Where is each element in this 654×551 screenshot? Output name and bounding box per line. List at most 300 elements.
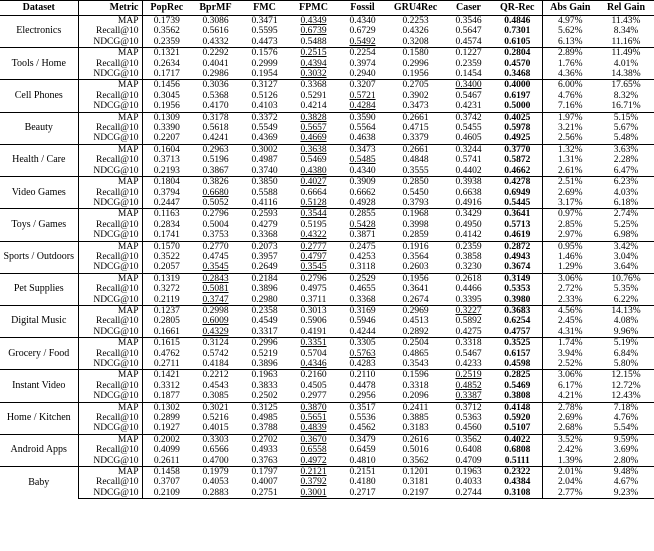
gain-value: 3.69% [613,445,639,456]
metric-value: 0.5595 [251,26,278,37]
gain-value: 3.06% [542,273,598,284]
metric-value: 0.2883 [191,488,240,499]
table-row [0,381,654,391]
gain-value: 2.80% [613,455,639,466]
gain-value: 2.33% [557,294,583,305]
metric-value: 0.2073 [240,241,289,252]
underlined-value: 0.6009 [202,316,229,327]
metric-value: 0.2899 [153,413,180,424]
metric-value: 0.2109 [142,488,191,499]
qr-rec-value: 0.5978 [493,123,542,133]
qr-rec-value: 0.6949 [493,188,542,198]
metric-value: 0.3896 [251,359,278,369]
gain-value: 2.28% [613,155,639,166]
metric-value: 0.5219 [251,348,278,359]
gain-value: 6.18% [613,197,639,208]
underlined-value: 0.3387 [455,391,482,402]
metric-value: 0.3086 [191,16,240,27]
dataset-name: Beauty [0,112,78,144]
gain-value: 4.76% [613,413,639,424]
best-baseline-value [289,402,338,413]
header-bprmf: BprMF [191,1,240,16]
metric-value: 0.6566 [202,445,229,456]
metric-value: 0.5536 [349,413,376,424]
underlined-value: 0.6680 [202,187,229,198]
metric-value: 0.5450 [402,187,429,198]
qr-rec-value: 0.4148 [493,402,542,413]
gain-value: 2.04% [557,477,583,488]
metric-value: 0.2292 [191,48,240,59]
metric-value: 0.5216 [202,413,229,424]
metric-value: 0.5363 [455,413,482,424]
metric-value: 0.2618 [444,273,493,284]
qr-rec-value: 0.3149 [493,273,542,284]
metric-name: NDCG@10 [78,37,142,48]
best-baseline-value [289,359,338,370]
gain-value: 2.72% [557,284,583,295]
qr-rec-value: 0.3525 [493,338,542,349]
metric-value: 0.5052 [202,197,229,208]
gain-value: 4.03% [613,187,639,198]
metric-value: 0.4478 [349,380,376,391]
gain-value: 1.74% [542,338,598,349]
metric-value: 0.3045 [153,90,180,101]
table-row [0,133,654,144]
metric-value: 0.1319 [142,273,191,284]
metric-value: 0.1963 [444,467,493,478]
metric-name: Recall@10 [78,284,142,294]
metric-name: MAP [78,402,142,413]
metric-value: 0.4605 [455,133,482,144]
underlined-value: 0.3032 [300,69,327,80]
gain-value: 2.01% [542,467,598,478]
metric-value: 0.4142 [455,230,482,241]
metric-value: 0.1580 [387,48,444,59]
table-row [0,48,654,59]
best-baseline-value [289,112,338,123]
metric-value: 0.1321 [142,48,191,59]
qr-rec-value: 0.4384 [493,477,542,487]
metric-value: 0.3471 [240,16,289,27]
gain-value: 6.00% [542,80,598,91]
metric-value: 0.4332 [202,36,229,47]
metric-value: 0.4033 [455,477,482,488]
metric-value: 0.5016 [402,445,429,456]
metric-value: 0.3902 [402,90,429,101]
gain-value: 2.97% [557,230,583,241]
underlined-value: 0.3792 [300,477,327,488]
best-baseline-value [338,155,387,165]
metric-value: 0.1954 [251,69,278,80]
metric-value: 0.3522 [153,251,180,262]
table-row [0,434,654,445]
gain-value: 3.17% [557,197,583,208]
metric-name: NDCG@10 [78,327,142,338]
metric-name: Recall@10 [78,413,142,423]
qr-rec-value: 0.6105 [493,37,542,48]
metric-value: 0.3124 [191,338,240,349]
metric-name: Recall@10 [78,381,142,391]
metric-value: 0.3867 [202,165,229,176]
metric-value: 0.1804 [142,177,191,188]
best-baseline-value [289,338,338,349]
gain-value: 3.52% [542,434,598,445]
metric-value: 0.3305 [338,338,387,349]
best-baseline-value [338,101,387,112]
gain-value: 2.69% [557,413,583,424]
metric-value: 0.5291 [300,90,327,101]
best-baseline-value [289,413,338,423]
metric-value: 0.6459 [349,445,376,456]
metric-value: 0.2770 [191,241,240,252]
underlined-value: 0.3638 [300,144,327,155]
metric-value: 0.4975 [300,284,327,295]
metric-value: 0.3473 [402,101,429,112]
metric-value: 0.2892 [402,326,429,337]
dataset-name: Tools / Home [0,48,78,80]
metric-value: 0.5196 [202,155,229,166]
metric-value: 0.5195 [300,219,327,230]
gain-value: 1.31% [557,155,583,166]
table-row [0,241,654,252]
header-poprec: PopRec [142,1,191,16]
metric-value: 0.4848 [402,155,429,166]
metric-value: 0.2996 [240,338,289,349]
metric-value: 0.3208 [402,36,429,47]
best-baseline-value [338,349,387,359]
metric-value: 0.3562 [402,455,429,466]
dataset-name: Health / Care [0,144,78,176]
underlined-value: 0.5428 [349,219,376,230]
metric-value: 0.4099 [153,445,180,456]
qr-rec-value: 0.6808 [493,445,542,455]
metric-value: 0.2096 [402,391,429,402]
gain-value: 2.69% [557,187,583,198]
metric-name: NDCG@10 [78,295,142,306]
gain-value: 6.84% [613,348,639,359]
metric-value: 0.4015 [202,423,229,434]
metric-value: 0.2160 [289,370,338,381]
metric-value: 0.5564 [349,123,376,134]
metric-value: 0.3085 [202,391,229,402]
metric-value: 0.2151 [338,467,387,478]
metric-value: 0.3002 [240,144,289,155]
metric-value: 0.2358 [240,305,289,316]
metric-name: Recall@10 [78,155,142,165]
underlined-value: 0.5128 [300,197,327,208]
metric-value: 0.3858 [455,251,482,262]
table-row [0,305,654,316]
metric-name: MAP [78,273,142,284]
underlined-value: 0.5657 [300,123,327,134]
metric-value: 0.4184 [202,359,229,369]
best-baseline-value [444,391,493,402]
metric-value: 0.3707 [153,477,180,488]
metric-value: 0.5741 [455,155,482,166]
underlined-value: 0.3870 [300,402,327,413]
gain-value: 5.19% [598,338,654,349]
gain-value: 1.46% [557,251,583,262]
best-baseline-value [191,262,240,273]
table-row [0,166,654,177]
metric-value: 0.1661 [153,326,180,337]
table-row [0,101,654,112]
metric-value: 0.3871 [349,230,376,241]
metric-value: 0.5126 [251,90,278,101]
table-row [0,252,654,262]
gain-value: 11.43% [598,16,654,27]
gain-value: 2.77% [542,488,598,499]
metric-name: MAP [78,305,142,316]
metric-value: 0.3788 [251,423,278,434]
metric-value: 0.2110 [338,370,387,381]
table-row [0,59,654,69]
gain-value: 7.16% [557,101,583,112]
best-baseline-value [289,209,338,220]
table-row [0,445,654,455]
qr-rec-value: 0.3808 [493,391,542,402]
metric-value: 0.5704 [300,348,327,359]
gain-value: 3.64% [613,262,639,273]
metric-value: 0.1201 [387,467,444,478]
metric-value: 0.1963 [240,370,289,381]
qr-rec-value: 0.4598 [493,359,542,370]
underlined-value: 0.4329 [202,326,229,337]
metric-value: 0.4326 [402,26,429,37]
metric-value: 0.2969 [387,305,444,316]
qr-rec-value: 0.5920 [493,413,542,423]
metric-value: 0.2850 [387,177,444,188]
qr-rec-value: 0.3108 [493,488,542,499]
metric-value: 0.4916 [455,197,482,208]
table-body [0,16,654,499]
underlined-value: 0.3545 [300,262,327,273]
metric-value: 0.4560 [455,423,482,434]
gain-value: 14.13% [598,305,654,316]
metric-value: 0.4715 [402,123,429,134]
metric-value: 0.1916 [387,241,444,252]
underlined-value: 0.4322 [300,230,327,241]
best-baseline-value [289,262,338,273]
metric-value: 0.4549 [251,316,278,327]
qr-rec-value: 0.3674 [493,262,542,273]
metric-value: 0.3312 [153,380,180,391]
gain-value: 6.22% [613,294,639,305]
best-baseline-value [444,305,493,316]
metric-value: 0.3013 [289,305,338,316]
metric-value: 0.4170 [202,101,229,112]
table-row [0,359,654,370]
best-baseline-value [289,423,338,434]
metric-value: 0.2859 [402,230,429,241]
table-row [0,338,654,349]
metric-value: 0.3793 [402,197,429,208]
underlined-value: 0.5492 [349,36,376,47]
gain-value: 4.76% [557,90,583,101]
table-row [0,123,654,133]
underlined-value: 0.2121 [300,467,327,478]
metric-name: MAP [78,48,142,59]
metric-value: 0.4283 [349,359,376,369]
qr-rec-value: 0.5872 [493,155,542,165]
gain-value: 2.74% [598,209,654,220]
qr-rec-value: 0.5353 [493,284,542,294]
metric-value: 0.1956 [153,101,180,112]
table-row [0,349,654,359]
underlined-value: 0.3001 [300,487,327,498]
metric-value: 0.3885 [402,413,429,424]
metric-value: 0.4041 [202,58,229,69]
metric-value: 0.5488 [300,36,327,47]
qr-rec-value: 0.4278 [493,177,542,188]
metric-value: 0.3543 [402,359,429,369]
metric-value: 0.4574 [455,36,482,47]
dataset-name: Video Games [0,177,78,209]
header-abs-gain: Abs Gain [542,1,598,16]
qr-rec-value: 0.2825 [493,370,542,381]
gain-value: 10.76% [598,273,654,284]
qr-rec-value: 0.3641 [493,209,542,220]
underlined-value: 0.4669 [300,133,327,144]
metric-value: 0.5742 [202,348,229,359]
metric-value: 0.6664 [300,187,327,198]
metric-value: 0.1309 [142,112,191,123]
metric-value: 0.2940 [349,69,376,80]
underlined-value: 0.5651 [300,413,327,424]
metric-value: 0.3127 [240,80,289,91]
gain-value: 9.23% [598,488,654,499]
metric-value: 0.4402 [455,165,482,176]
best-baseline-value [191,284,240,294]
best-baseline-value [444,80,493,91]
gain-value: 2.61% [557,165,583,176]
metric-value: 0.2705 [387,80,444,91]
table-row [0,144,654,155]
qr-rec-value: 0.4000 [493,80,542,91]
metric-value: 0.3546 [444,16,493,27]
metric-value: 0.5946 [349,316,376,327]
metric-value: 0.4116 [251,197,278,208]
metric-value: 0.2212 [191,370,240,381]
gain-value: 5.54% [613,423,639,434]
metric-name: MAP [78,80,142,91]
gain-value: 12.43% [611,391,641,402]
metric-value: 0.4505 [300,380,327,391]
underlined-value: 0.4972 [300,455,327,466]
table-row [0,477,654,487]
underlined-value: 0.3227 [455,305,482,316]
table-row [0,209,654,220]
metric-value: 0.3740 [251,165,278,176]
gain-value: 5.67% [613,123,639,134]
metric-value: 0.5616 [202,26,229,37]
gain-value: 4.36% [557,69,583,80]
metric-value: 0.2986 [202,69,229,80]
gain-value: 1.29% [557,262,583,273]
metric-value: 0.2963 [191,144,240,155]
metric-value: 0.4191 [300,326,327,337]
best-baseline-value [289,477,338,487]
metric-value: 0.4933 [251,445,278,456]
metric-value: 0.2529 [338,273,387,284]
metric-value: 0.3974 [349,58,376,69]
dataset-name: Instant Video [0,370,78,402]
metric-value: 0.3850 [240,177,289,188]
underlined-value: 0.3351 [300,338,327,349]
qr-rec-value: 0.6157 [493,349,542,359]
gain-value: 6.47% [613,165,639,176]
best-baseline-value [289,16,338,27]
gain-value: 3.06% [542,370,598,381]
metric-name: NDCG@10 [78,101,142,112]
underlined-value: 0.5763 [349,348,376,359]
metric-value: 0.4180 [349,477,376,488]
gain-value: 2.56% [557,133,583,144]
metric-value: 0.3712 [444,402,493,413]
gain-value: 2.51% [542,177,598,188]
metric-value: 0.4562 [349,423,376,434]
metric-value: 0.1576 [240,48,289,59]
metric-value: 0.1956 [387,273,444,284]
qr-rec-value: 0.4022 [493,434,542,445]
qr-rec-value: 0.5111 [493,456,542,467]
metric-value: 0.4865 [402,348,429,359]
metric-name: NDCG@10 [78,456,142,467]
table-row [0,188,654,198]
metric-name: Recall@10 [78,349,142,359]
metric-value: 0.3517 [338,402,387,413]
gain-value: 1.76% [557,58,583,69]
gain-value: 4.31% [557,326,583,337]
underlined-value: 0.2777 [300,241,327,252]
metric-value: 0.2447 [153,197,180,208]
metric-value: 0.3230 [455,262,482,273]
metric-value: 0.4244 [349,326,376,337]
metric-value: 0.1741 [153,230,180,241]
table-row [0,284,654,294]
gain-value: 9.48% [598,467,654,478]
qr-rec-value: 0.4846 [493,16,542,27]
metric-value: 0.3555 [402,165,429,176]
metric-value: 0.2649 [251,262,278,273]
underlined-value: 0.4394 [300,58,327,69]
metric-value: 0.3429 [444,209,493,220]
metric-value: 0.3590 [338,112,387,123]
gain-value: 8.34% [613,26,639,37]
metric-value: 0.4279 [251,219,278,230]
metric-value: 0.4543 [202,380,229,391]
gain-value: 4.67% [613,477,639,488]
metric-value: 0.2411 [387,402,444,413]
underlined-value: 0.4852 [455,380,482,391]
best-baseline-value [289,467,338,478]
best-baseline-value [338,91,387,101]
metric-value: 0.3896 [251,284,278,295]
metric-value: 0.3368 [251,230,278,241]
qr-rec-value: 0.4619 [493,230,542,241]
underlined-value: 0.6558 [300,445,327,456]
underlined-value: 0.5485 [349,155,376,166]
gain-value: 5.15% [598,112,654,123]
underlined-value: 0.2519 [455,370,482,381]
metric-value: 0.1456 [142,80,191,91]
metric-value: 0.2855 [338,209,387,220]
best-baseline-value [191,188,240,198]
underlined-value: 0.6739 [300,26,327,37]
metric-value: 0.4513 [402,316,429,327]
metric-value: 0.4103 [251,101,278,112]
table-row [0,402,654,413]
